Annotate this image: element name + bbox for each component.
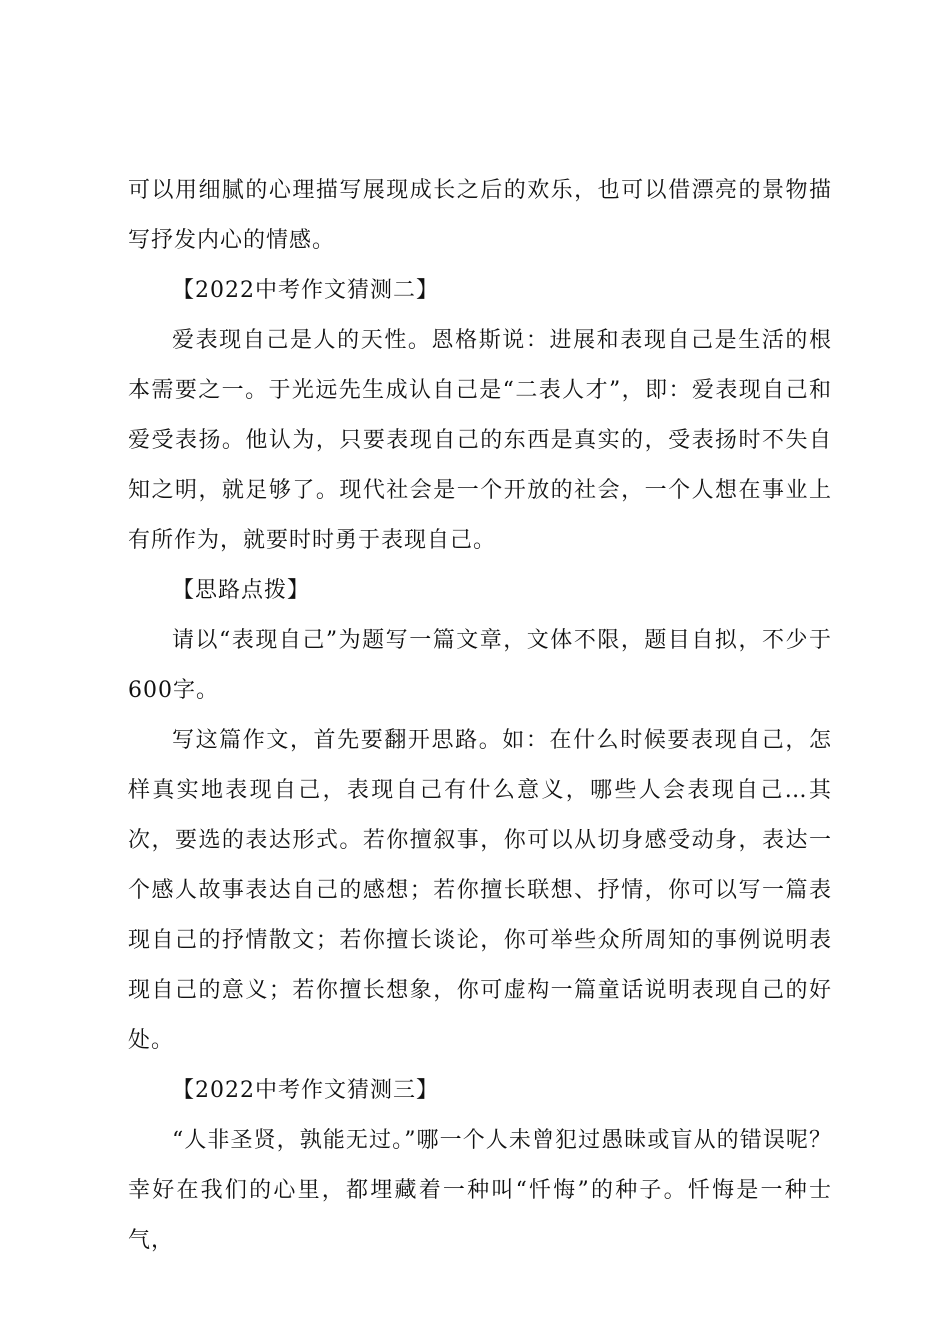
paragraph-task: 请以“表现自己”为题写一篇文章，文体不限，题目自拟，不少于600字。	[128, 628, 832, 703]
section-heading-prediction-3: 【2022中考作文猜测三】	[172, 1078, 439, 1103]
paragraph-guidance: 写这篇作文，首先要翻开思路。如：在什么时候要表现自己，怎样真实地表现自己，表现自己有什么意义，哪些人会表现自己…其次，要选的表达形式。若你擅叙事，你可以从切身感受动身，表达一个感人故事表达自己的感想；若你擅长联想、抒情，你可以写一篇表现自己的抒情散文；若你擅长谈论，你可举些众所周知的事例说明表现自己的意义；若你擅长想象，你可虚构一篇童话说明表现自己的好处。	[128, 728, 832, 1053]
section-heading-prediction-2: 【2022中考作文猜测二】	[172, 278, 439, 303]
section-heading-hints: 【思路点拨】	[172, 578, 311, 603]
document-body	[128, 166, 832, 1266]
paragraph-continuation: 可以用细腻的心理描写展现成长之后的欢乐，也可以借漂亮的景物描写抒发内心的情感。	[128, 178, 832, 253]
paragraph-prompt-2: 爱表现自己是人的天性。恩格斯说：进展和表现自己是生活的根本需要之一。于光远先生成认自己是“二表人才”，即：爱表现自己和爱受表扬。他认为，只要表现自己的东西是真实的，受表扬时不失自知之明，就足够了。现代社会是一个开放的社会，一个人想在事业上有所作为，就要时时勇于表现自己。	[128, 328, 832, 553]
paragraph-prompt-3: “人非圣贤，孰能无过。”哪一个人未曾犯过愚昧或盲从的错误呢？幸好在我们的心里，都埋藏着一种叫“忏悔”的种子。忏悔是一种士气，	[128, 1128, 832, 1253]
